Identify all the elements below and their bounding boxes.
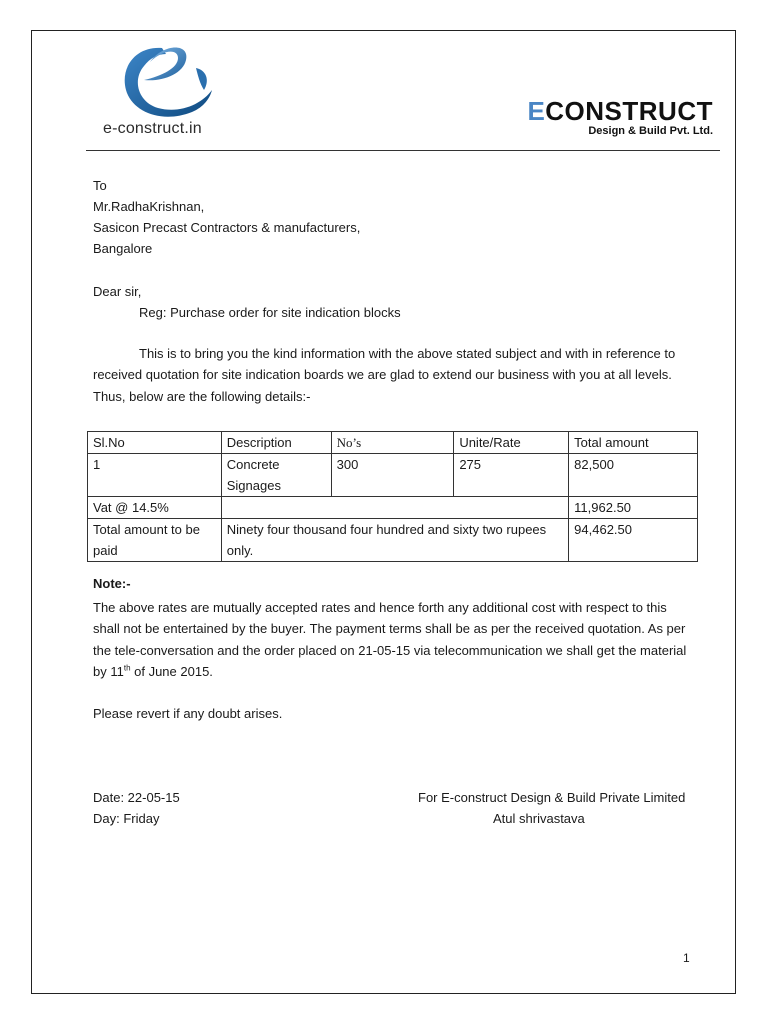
cell-slno: 1 bbox=[88, 454, 222, 497]
vat-row bbox=[88, 497, 698, 519]
brand-name-rest: CONSTRUCT bbox=[545, 96, 713, 126]
note-line-1: The above rates are mutually accepted rates and hence forth any additional cost with respect to this bbox=[93, 600, 667, 615]
grand-amount: 94,462.50 bbox=[569, 519, 698, 562]
header-rate: Unite/Rate bbox=[454, 432, 569, 454]
revert-line: Please revert if any doubt arises. bbox=[93, 706, 283, 721]
footer-for-company: For E-construct Design & Build Private Limited bbox=[418, 790, 686, 805]
grand-label: Total amount to be paid bbox=[88, 519, 222, 562]
note-line-4-post: of June 2015. bbox=[130, 663, 213, 679]
address-city: Bangalore bbox=[93, 241, 153, 256]
table-header-row bbox=[88, 432, 698, 454]
vat-empty bbox=[221, 497, 568, 519]
address-to: To bbox=[93, 178, 107, 193]
footer-signatory: Atul shrivastava bbox=[493, 811, 585, 826]
note-line-4-sup: th bbox=[123, 663, 131, 673]
note-line-4 bbox=[93, 661, 693, 682]
brand-block bbox=[527, 96, 713, 137]
subject-line: Reg: Purchase order for site indication blocks bbox=[139, 305, 401, 320]
address-name: Mr.RadhaKrishnan, bbox=[93, 199, 205, 214]
brand-first-letter: E bbox=[527, 96, 546, 126]
body-line-3: Thus, below are the following details:- bbox=[93, 388, 311, 404]
grand-total-row bbox=[88, 519, 698, 562]
vat-label: Vat @ 14.5% bbox=[88, 497, 222, 519]
details-table bbox=[87, 431, 698, 562]
cell-rate: 275 bbox=[454, 454, 569, 497]
cell-description: Concrete Signages bbox=[221, 454, 331, 497]
note-title: Note:- bbox=[93, 576, 131, 591]
logo-text: e-construct.in bbox=[103, 120, 202, 137]
header-description: Description bbox=[221, 432, 331, 454]
brand-name bbox=[527, 96, 713, 126]
header-total: Total amount bbox=[569, 432, 698, 454]
address-company: Sasicon Precast Contractors & manufacturers, bbox=[93, 220, 361, 235]
header-slno: Sl.No bbox=[88, 432, 222, 454]
brand-subtitle: Design & Build Pvt. Ltd. bbox=[588, 125, 713, 137]
header-divider bbox=[86, 150, 720, 151]
body-paragraph bbox=[93, 343, 683, 407]
grand-words: Ninety four thousand four hundred and sixty two rupees only. bbox=[221, 519, 568, 562]
salutation: Dear sir, bbox=[93, 284, 142, 299]
cell-total: 82,500 bbox=[569, 454, 698, 497]
footer-day: Day: Friday bbox=[93, 811, 160, 826]
vat-amount: 11,962.50 bbox=[569, 497, 698, 519]
body-line-1: This is to bring you the kind information with the above stated subject and with in reference to bbox=[139, 346, 676, 361]
cell-nos: 300 bbox=[331, 454, 454, 497]
body-line-2: received quotation for site indication boards we are glad to extend our business with you at all levels. bbox=[93, 367, 672, 383]
note-line-4-pre: by 11 bbox=[93, 663, 124, 679]
page-number: 1 bbox=[683, 951, 690, 965]
header-nos: No’s bbox=[331, 432, 454, 454]
note-line-3: the tele-conversation and the order placed on 21-05-15 via telecommunication we shall get the material bbox=[93, 642, 687, 658]
note-paragraph bbox=[93, 597, 693, 682]
footer-date: Date: 22-05-15 bbox=[93, 790, 180, 805]
table-row bbox=[88, 454, 698, 497]
note-line-2: shall not be entertained by the buyer. The payment terms shall be as per the received quotation. As per bbox=[93, 621, 686, 637]
